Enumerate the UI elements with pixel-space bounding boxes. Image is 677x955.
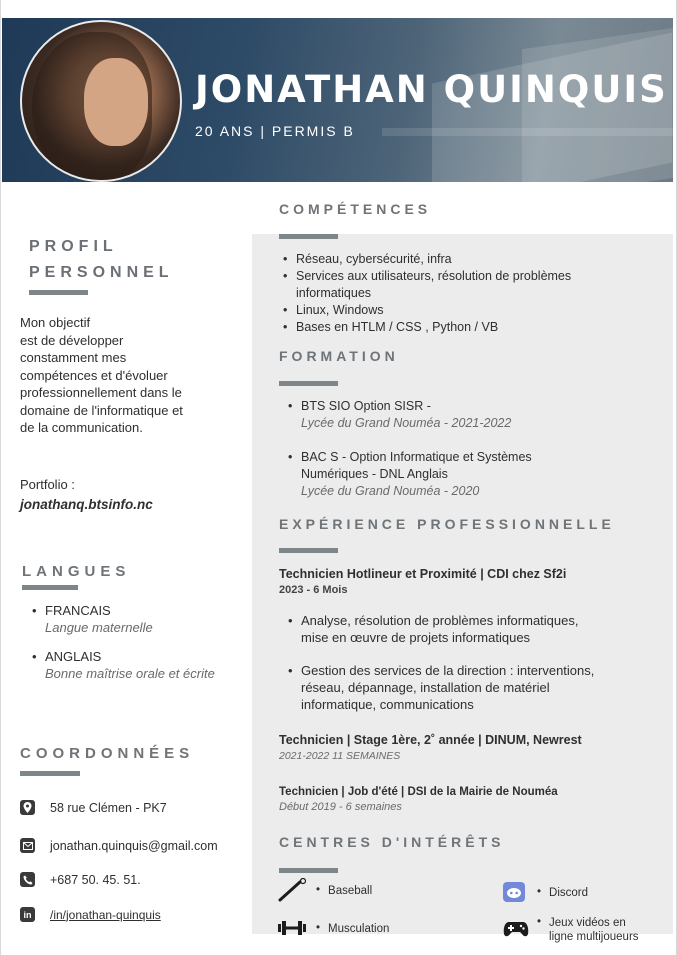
phone-icon — [20, 872, 35, 887]
langues-list — [30, 602, 215, 682]
address-text: 58 rue Clémen - PK7 — [50, 800, 167, 815]
interest-label-line: ligne multijoueurs — [549, 931, 639, 943]
email-text[interactable]: jonathan.quinquis@gmail.com — [50, 838, 218, 853]
linkedin-link[interactable]: /in/jonathan-quinquis — [50, 907, 161, 922]
job1-task — [286, 612, 594, 646]
job2-title: Technicien | Stage 1ère, 2˚ année | DINUM, Newrest — [279, 733, 582, 747]
formation-school: Lycée du Grand Nouméa - 2020 — [301, 484, 480, 498]
experience-title: EXPÉRIENCE PROFESSIONNELLE — [279, 516, 615, 532]
job1-title: Technicien Hotlineur et Proximité | CDI chez Sf2i — [279, 567, 567, 581]
profil-text — [20, 314, 183, 437]
interest-label-line: Jeux vidéos en — [549, 917, 626, 929]
interest-musculation: • Musculation — [278, 920, 389, 939]
job1-period: 2023 - 6 Mois — [279, 584, 348, 596]
job1-task-line: • Analyse, résolution de problèmes informatiques, — [301, 613, 579, 628]
coordonnees-title: COORDONNÉES — [20, 745, 195, 762]
competence-item — [281, 268, 571, 302]
candidate-name: JONATHAN QUINQUIS — [195, 68, 668, 111]
langue-name: • FRANCAIS — [45, 603, 111, 618]
interest-jeux-videos: • Jeux vidéos en ligne multijoueurs — [503, 916, 639, 944]
langues-underline — [22, 585, 78, 590]
phone-row — [20, 872, 141, 887]
interest-label: Musculation — [328, 923, 390, 935]
formation-degree: • BAC S - Option Informatique et Systèmes — [301, 450, 532, 464]
competences-title: COMPÉTENCES — [279, 201, 432, 217]
profil-line: est de développer — [20, 332, 124, 348]
profil-title-line1: PROFIL — [29, 238, 118, 255]
competences-list — [281, 251, 571, 336]
langue-level: Langue maternelle — [45, 620, 153, 635]
langues-title: LANGUES — [22, 563, 131, 580]
langue-item — [30, 648, 215, 682]
portfolio-label: Portfolio : — [20, 477, 75, 492]
photo-face — [84, 58, 148, 146]
address-row — [20, 800, 167, 815]
competence-item: • Bases en HTLM / CSS , Python / VB — [281, 319, 571, 336]
location-pin-icon — [20, 800, 35, 815]
competence-text: • Services aux utilisateurs, résolution de problèmes — [296, 269, 572, 283]
profil-line: de la communication. — [20, 420, 143, 435]
job1-tasks — [286, 612, 594, 713]
profil-title — [29, 234, 174, 286]
formation-underline — [279, 381, 338, 386]
interest-label: Discord — [549, 887, 589, 899]
building-shape — [382, 128, 673, 136]
competence-text: informatiques — [296, 286, 372, 300]
interest-discord: • Discord — [503, 882, 588, 905]
interest-label — [549, 916, 639, 944]
dumbbell-icon — [278, 920, 306, 939]
profil-line: domaine de l'informatique et — [20, 402, 183, 418]
interets-underline — [279, 868, 338, 873]
linkedin-icon: in — [20, 907, 35, 922]
job1-task — [286, 662, 594, 713]
profil-line: compétences et d'évoluer — [20, 367, 168, 383]
profil-line: constamment mes — [20, 350, 127, 365]
baseball-bat-icon — [278, 878, 306, 905]
job3-title: Technicien | Job d'été | DSI de la Mairie de Nouméa — [279, 786, 558, 798]
profile-photo — [20, 20, 182, 182]
profil-line: Mon objectif — [20, 315, 91, 330]
formation-degree: Numériques - DNL Anglais — [301, 467, 448, 481]
job2-period: 2021-2022 11 SEMAINES — [279, 750, 401, 762]
profil-line: professionnellement dans le — [20, 385, 182, 400]
discord-icon — [503, 882, 525, 905]
formation-title: FORMATION — [279, 348, 399, 364]
interest-label: Baseball — [328, 885, 373, 897]
formation-school: Lycée du Grand Nouméa - 2021-2022 — [301, 416, 512, 430]
competence-item: • Réseau, cybersécurité, infra — [281, 251, 571, 268]
langue-name: • ANGLAIS — [45, 649, 102, 664]
job1-task-line: mise en œuvre de projets informatiques — [301, 630, 531, 645]
linkedin-row — [20, 907, 161, 922]
interest-baseball: • Baseball — [278, 878, 372, 905]
formation-item — [286, 398, 532, 432]
job3-period: Début 2019 - 6 semaines — [279, 801, 402, 813]
job1-task-line: réseau, dépannage, installation de matériel — [301, 680, 550, 695]
profil-underline — [29, 290, 88, 295]
job1-task-line: informatique, communications — [301, 697, 474, 712]
candidate-subtitle: 20 ANS | PERMIS B — [195, 123, 355, 139]
gamepad-icon — [503, 920, 529, 941]
email-row — [20, 838, 218, 853]
formation-item — [286, 449, 532, 500]
langue-level: Bonne maîtrise orale et écrite — [45, 666, 215, 681]
langue-item — [30, 602, 215, 636]
portfolio-link[interactable]: jonathanq.btsinfo.nc — [20, 497, 153, 512]
competences-underline — [279, 234, 338, 239]
formation-list — [286, 398, 532, 500]
competence-item: • Linux, Windows — [281, 302, 571, 319]
coordonnees-underline — [20, 771, 80, 776]
phone-text: +687 50. 45. 51. — [50, 872, 141, 887]
profil-title-line2: PERSONNEL — [29, 264, 174, 281]
interets-title: CENTRES D'INTÉRÊTS — [279, 834, 505, 850]
experience-underline — [279, 548, 338, 553]
formation-degree: • BTS SIO Option SISR - — [301, 399, 431, 413]
envelope-icon — [20, 838, 35, 853]
job1-task-line: • Gestion des services de la direction : interventions, — [301, 663, 595, 678]
